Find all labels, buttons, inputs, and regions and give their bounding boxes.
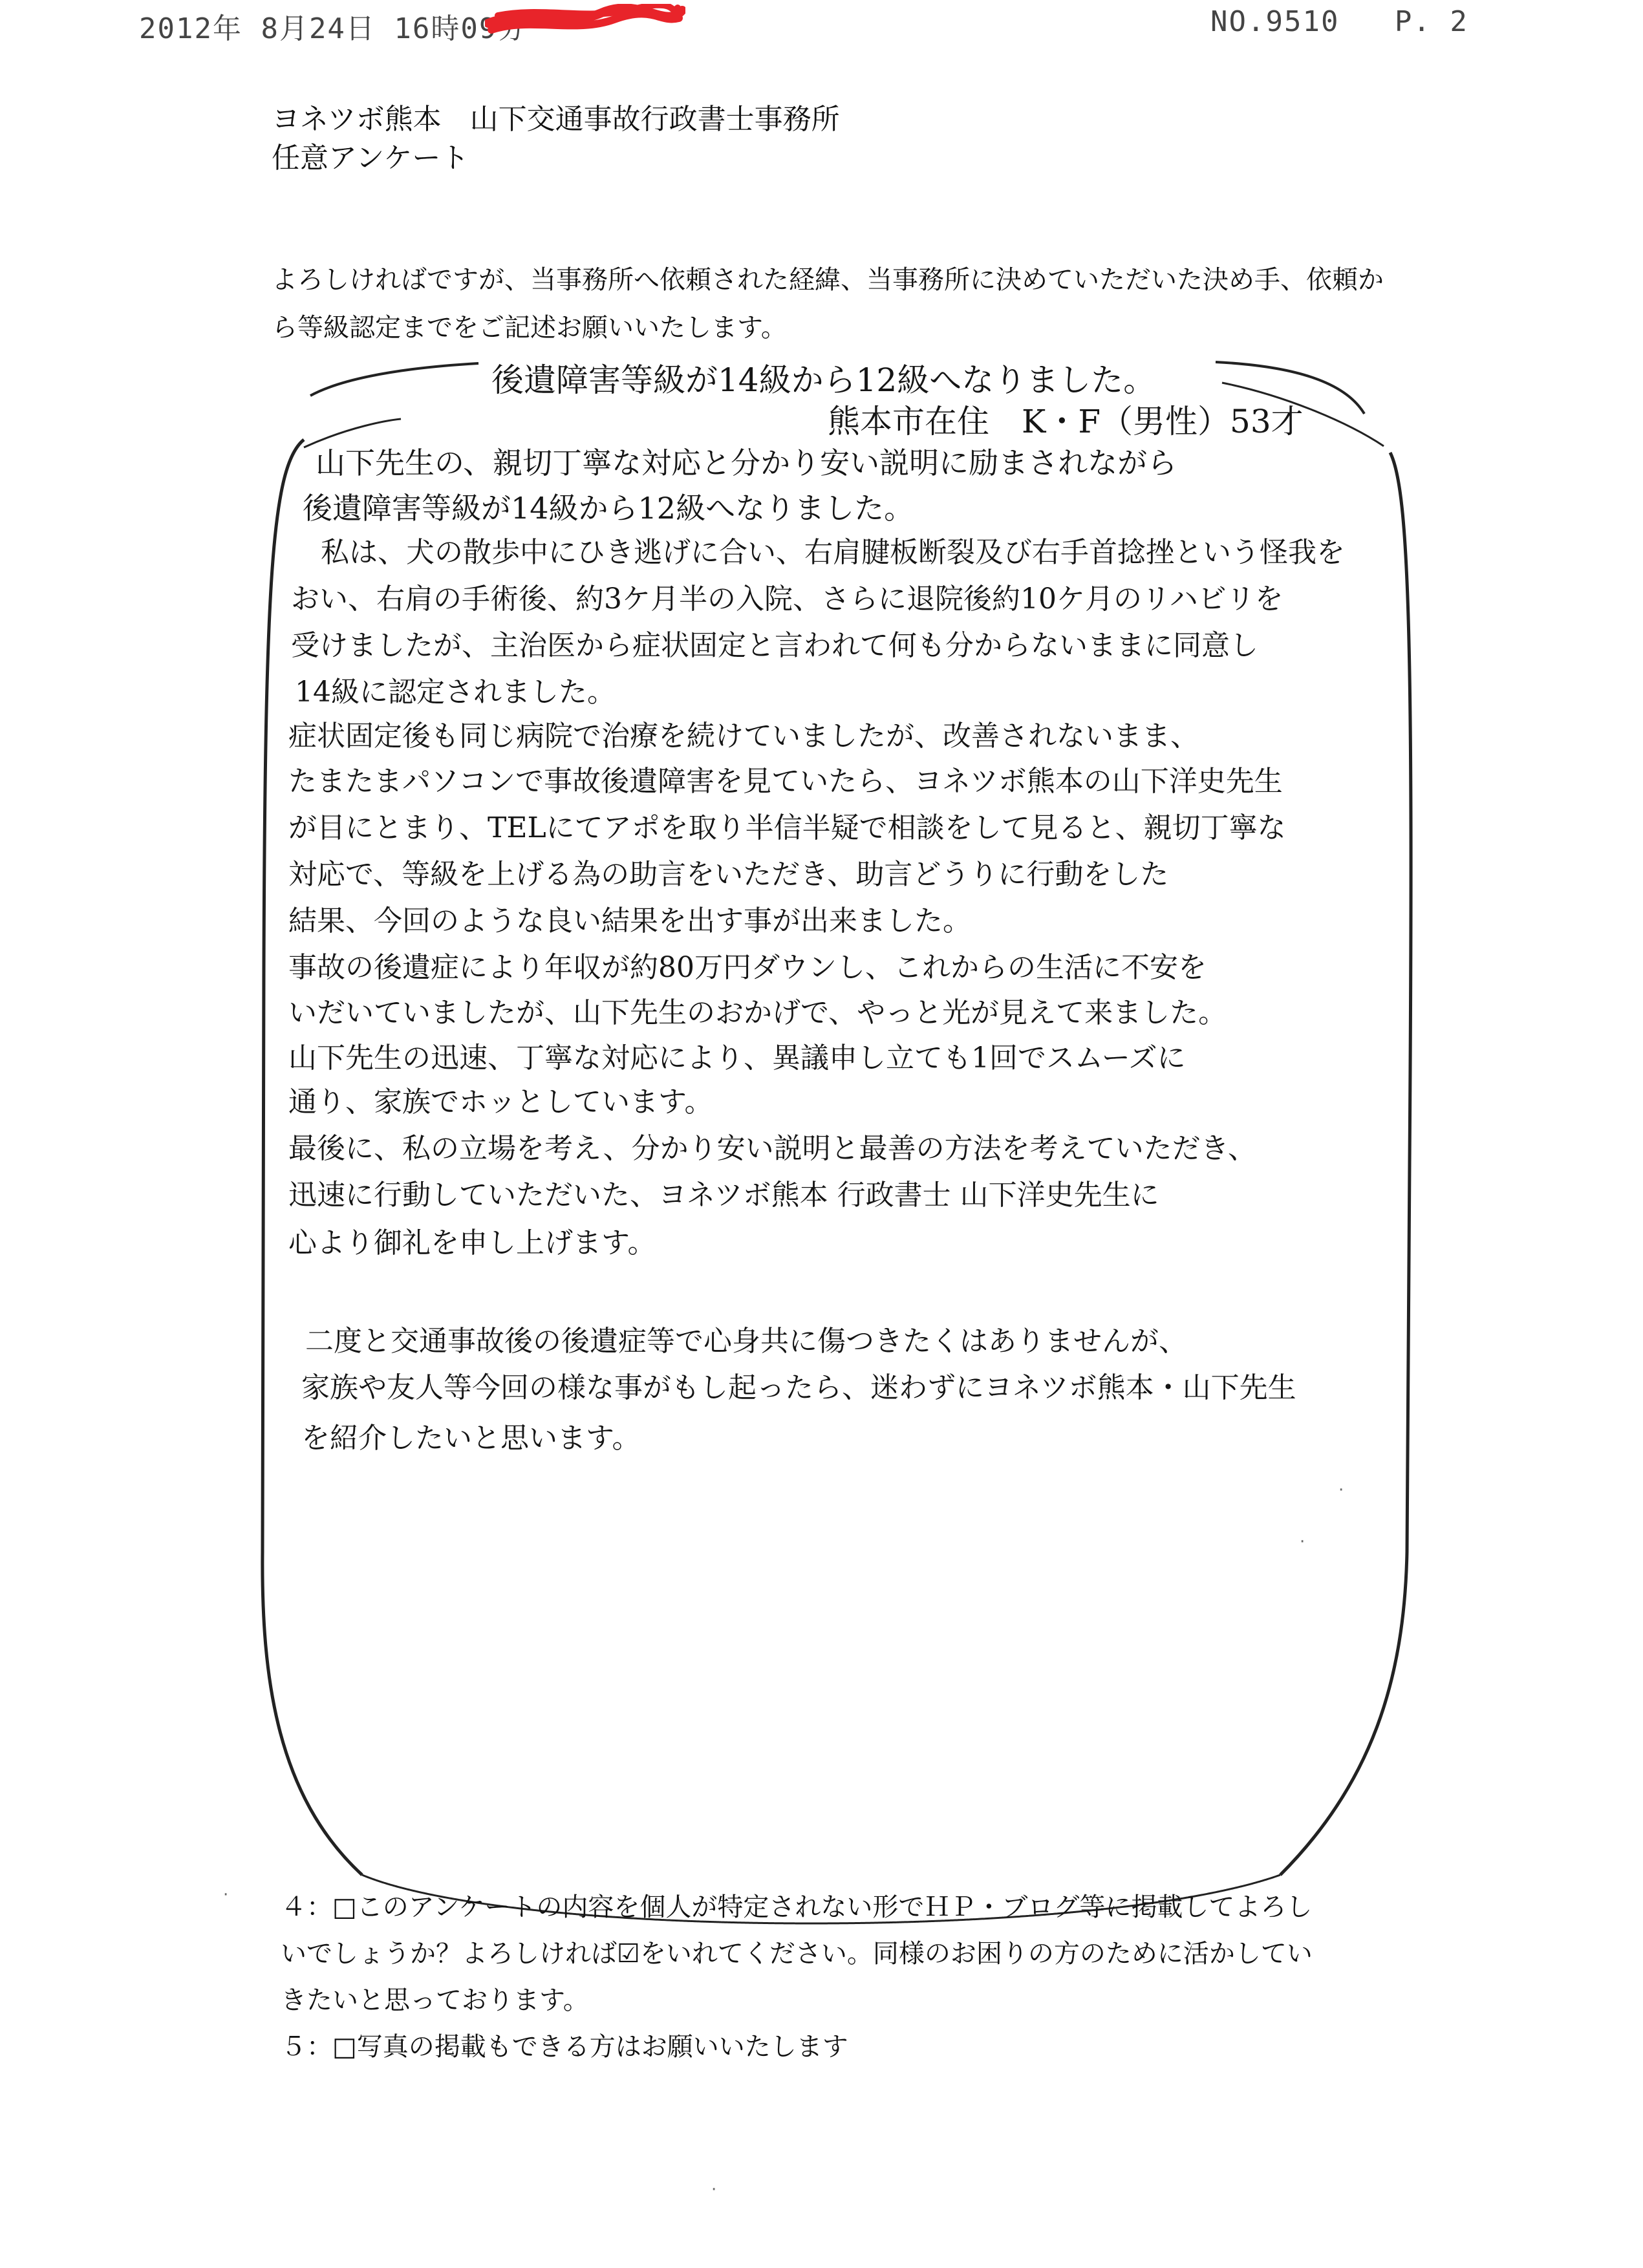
scan-dot: · xyxy=(223,1885,229,1905)
question-4-line-1: ４：□このアンケートの内容を個人が特定されない形でＨＰ・ブログ等に掲載してよろし xyxy=(281,1892,1313,1922)
handwritten-line: 結果、今回のような良い結果を出す事が出来ました。 xyxy=(288,904,971,937)
handwritten-line: たまたまパソコンで事故後遺障害を見ていたら、ヨネツボ熊本の山下洋史先生 xyxy=(288,765,1283,798)
handwritten-line: 症状固定後も同じ病院で治療を続けていましたが、改善されないまま、 xyxy=(288,720,1199,753)
intro-text-line-1: よろしければですが、当事務所へ依頼された経緯、当事務所に決めていただいた決め手、依頼か xyxy=(272,265,1384,295)
intro-text-line-2: ら等級認定までをご記述お願いいたします。 xyxy=(272,313,787,343)
handwritten-line: 後遺障害等級が14級から12級へなりました。 xyxy=(303,491,914,526)
handwritten-line: おい、右肩の手術後、約3ケ月半の入院、さらに退院後約10ケ月のリハビリを xyxy=(291,583,1283,615)
scan-dot: · xyxy=(711,2180,717,2199)
handwritten-title: 後遺障害等級が14級から12級へなりました。 xyxy=(491,361,1156,399)
survey-title: 任意アンケート xyxy=(272,142,469,175)
question-5-line-1: ５：□写真の掲載もできる方はお願いいたします xyxy=(281,2032,848,2062)
handwritten-line: 対応で、等級を上げる為の助言をいただき、助言どうりに行動をした xyxy=(288,858,1169,891)
handwritten-line: 受けましたが、主治医から症状固定と言われて何も分からないままに同意し xyxy=(291,629,1258,662)
handwritten-line: を紹介したいと思います。 xyxy=(301,1422,641,1455)
handwritten-line: 私は、犬の散歩中にひき逃げに合い、右肩腱板断裂及び右手首捻挫という怪我を xyxy=(321,536,1345,569)
scan-dot: · xyxy=(1300,1532,1305,1552)
handwritten-author: 熊本市在住 K・F（男性）53才 xyxy=(828,403,1304,440)
question-4-line-2: いでしょうか？よろしければ☑をいれてください。同様のお困りの方のために活かしてい xyxy=(281,1939,1313,1969)
handwritten-line: 迅速に行動していただいた、ヨネツボ熊本 行政書士 山下洋史先生に xyxy=(288,1179,1159,1212)
scan-dot: · xyxy=(1338,1481,1344,1500)
handwritten-line: 家族や友人等今回の様な事がもし起ったら、迷わずにヨネツボ熊本・山下先生 xyxy=(301,1371,1296,1404)
handwritten-line: が目にとまり、TELにてアポを取り半信半疑で相談をして見ると、親切丁寧な xyxy=(288,811,1286,844)
handwritten-line: 山下先生の迅速、丁寧な対応により、異議申し立ても1回でスムーズに xyxy=(288,1042,1186,1075)
handwritten-line: 山下先生の、親切丁寧な対応と分かり安い説明に励まされながら xyxy=(316,445,1177,480)
question-4-line-3: きたいと思っております。 xyxy=(281,1985,589,2015)
office-name: ヨネツボ熊本 山下交通事故行政書士事務所 xyxy=(272,103,840,136)
handwritten-line: 事故の後遺症により年収が約80万円ダウンし、これからの生活に不安を xyxy=(288,951,1207,984)
handwritten-line: 通り、家族でホッとしています。 xyxy=(288,1086,713,1118)
handwritten-line: いだいていましたが、山下先生のおかげで、やっと光が見えて来ました。 xyxy=(288,996,1227,1029)
handwritten-line: 14級に認定されました。 xyxy=(295,676,616,709)
fax-datetime: 2012年 8月24日 16時09分 xyxy=(139,12,528,45)
fax-page-info: NO.9510 P. 2 xyxy=(1210,5,1468,38)
handwritten-line: 二度と交通事故後の後遺症等で心身共に傷つきたくはありませんが、 xyxy=(305,1325,1187,1358)
handwritten-line: 最後に、私の立場を考え、分かり安い説明と最善の方法を考えていただき、 xyxy=(288,1132,1256,1165)
handwritten-line: 心より御礼を申し上げます。 xyxy=(288,1226,656,1259)
